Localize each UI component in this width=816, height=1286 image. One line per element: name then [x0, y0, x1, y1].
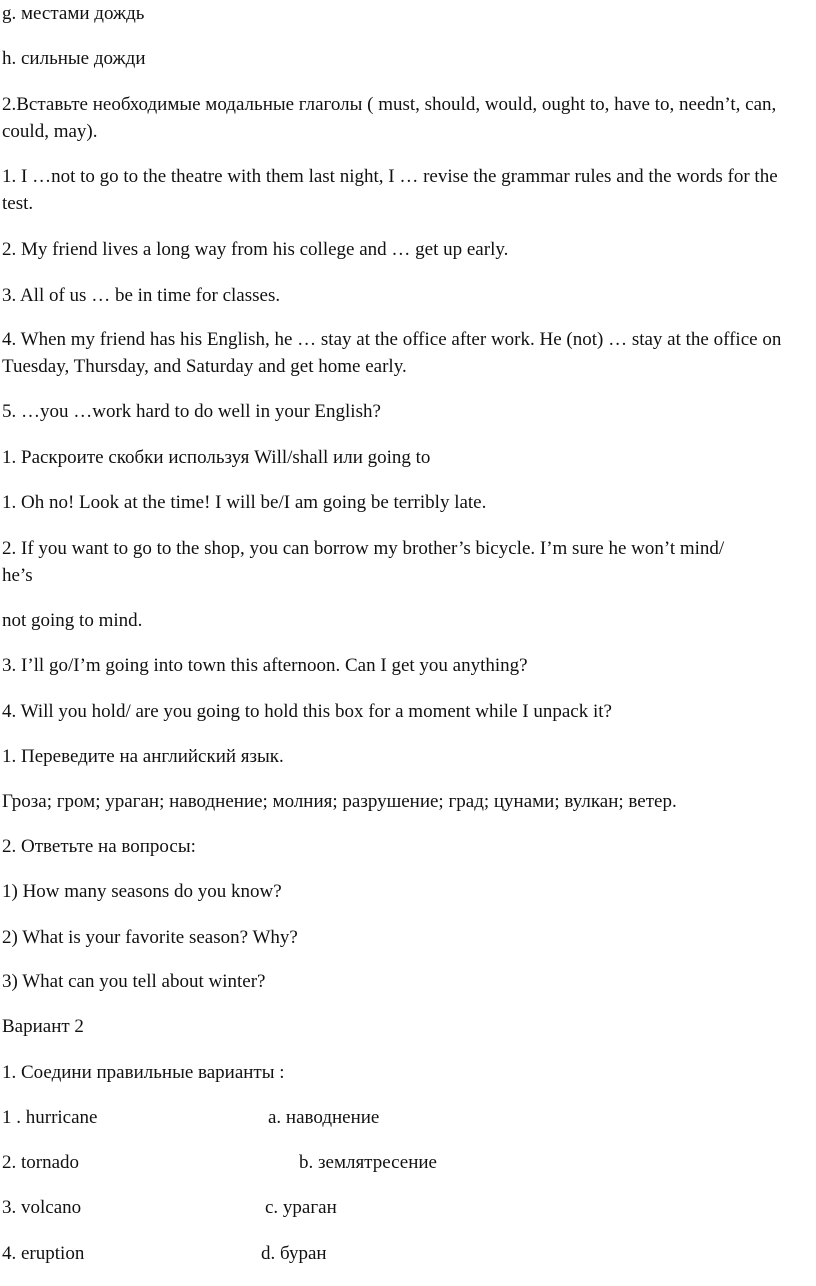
matching-left: 1 . hurricane	[2, 1107, 98, 1128]
matching-right: d. буран	[261, 1243, 327, 1264]
matching-right: c. ураган	[265, 1197, 337, 1218]
will-sentence-4: 4. Will you hold/ are you going to hold this box for a moment while I unpack it?	[2, 701, 612, 722]
option-h: h. сильные дожди	[2, 48, 146, 69]
translate-title: 1. Переведите на английский язык.	[2, 746, 284, 767]
will-sentence-2-part-1: 2. If you want to go to the shop, you can borrow my brother’s bicycle. I’m sure he won’t mind/	[2, 538, 725, 559]
modal-sentence-3: 3. All of us … be in time for classes.	[2, 285, 281, 306]
matching-left: 3. volcano	[2, 1197, 82, 1218]
task-modal-verbs-title: 2.Вставьте необходимые модальные глаголы ( must, should, would, ought to, have to, needn’t, can, could, may).	[2, 94, 777, 142]
matching-task-title: 1. Соедини правильные варианты :	[2, 1062, 285, 1083]
variant-heading: Вариант 2	[2, 1016, 84, 1037]
answer-questions-title: 2. Ответьте на вопросы:	[2, 836, 196, 857]
matching-left: 2. tornado	[2, 1152, 80, 1173]
matching-row	[2, 1240, 802, 1267]
will-sentence-2-part-2: not going to mind.	[2, 610, 143, 631]
matching-row	[2, 1149, 802, 1176]
matching-right: b. землятресение	[299, 1152, 437, 1173]
translate-words: Гроза; гром; ураган; наводнение; молния; разрушение; град; цунами; вулкан; ветер.	[2, 791, 677, 812]
question-2: 2) What is your favorite season? Why?	[2, 927, 298, 948]
matching-left: 4. eruption	[2, 1243, 85, 1264]
will-sentence-1: 1. Oh no! Look at the time! I will be/I am going be terribly late.	[2, 492, 487, 513]
will-sentence-3: 3. I’ll go/I’m going into town this afternoon. Can I get you anything?	[2, 655, 528, 676]
matching-right: a. наводнение	[268, 1107, 380, 1128]
modal-sentence-5: 5. …you …work hard to do well in your English?	[2, 401, 381, 422]
will-sentence-2-part-1-cont: he’s	[2, 565, 33, 586]
matching-row	[2, 1194, 802, 1221]
modal-sentence-2: 2. My friend lives a long way from his college and … get up early.	[2, 239, 509, 260]
modal-sentence-1: 1. I …not to go to the theatre with them last night, I … revise the grammar rules and the words for the test.	[2, 166, 778, 214]
modal-sentence-4: 4. When my friend has his English, he … stay at the office after work. He (not) … stay at the office on Tuesday, Thursday, and Saturday and get home early.	[2, 329, 782, 377]
option-g: g. местами дождь	[2, 3, 145, 24]
question-1: 1) How many seasons do you know?	[2, 881, 282, 902]
question-3: 3) What can you tell about winter?	[2, 971, 266, 992]
task-will-going-to-title: 1. Раскроите скобки используя Will/shall или going to	[2, 447, 431, 468]
matching-row	[2, 1104, 802, 1131]
